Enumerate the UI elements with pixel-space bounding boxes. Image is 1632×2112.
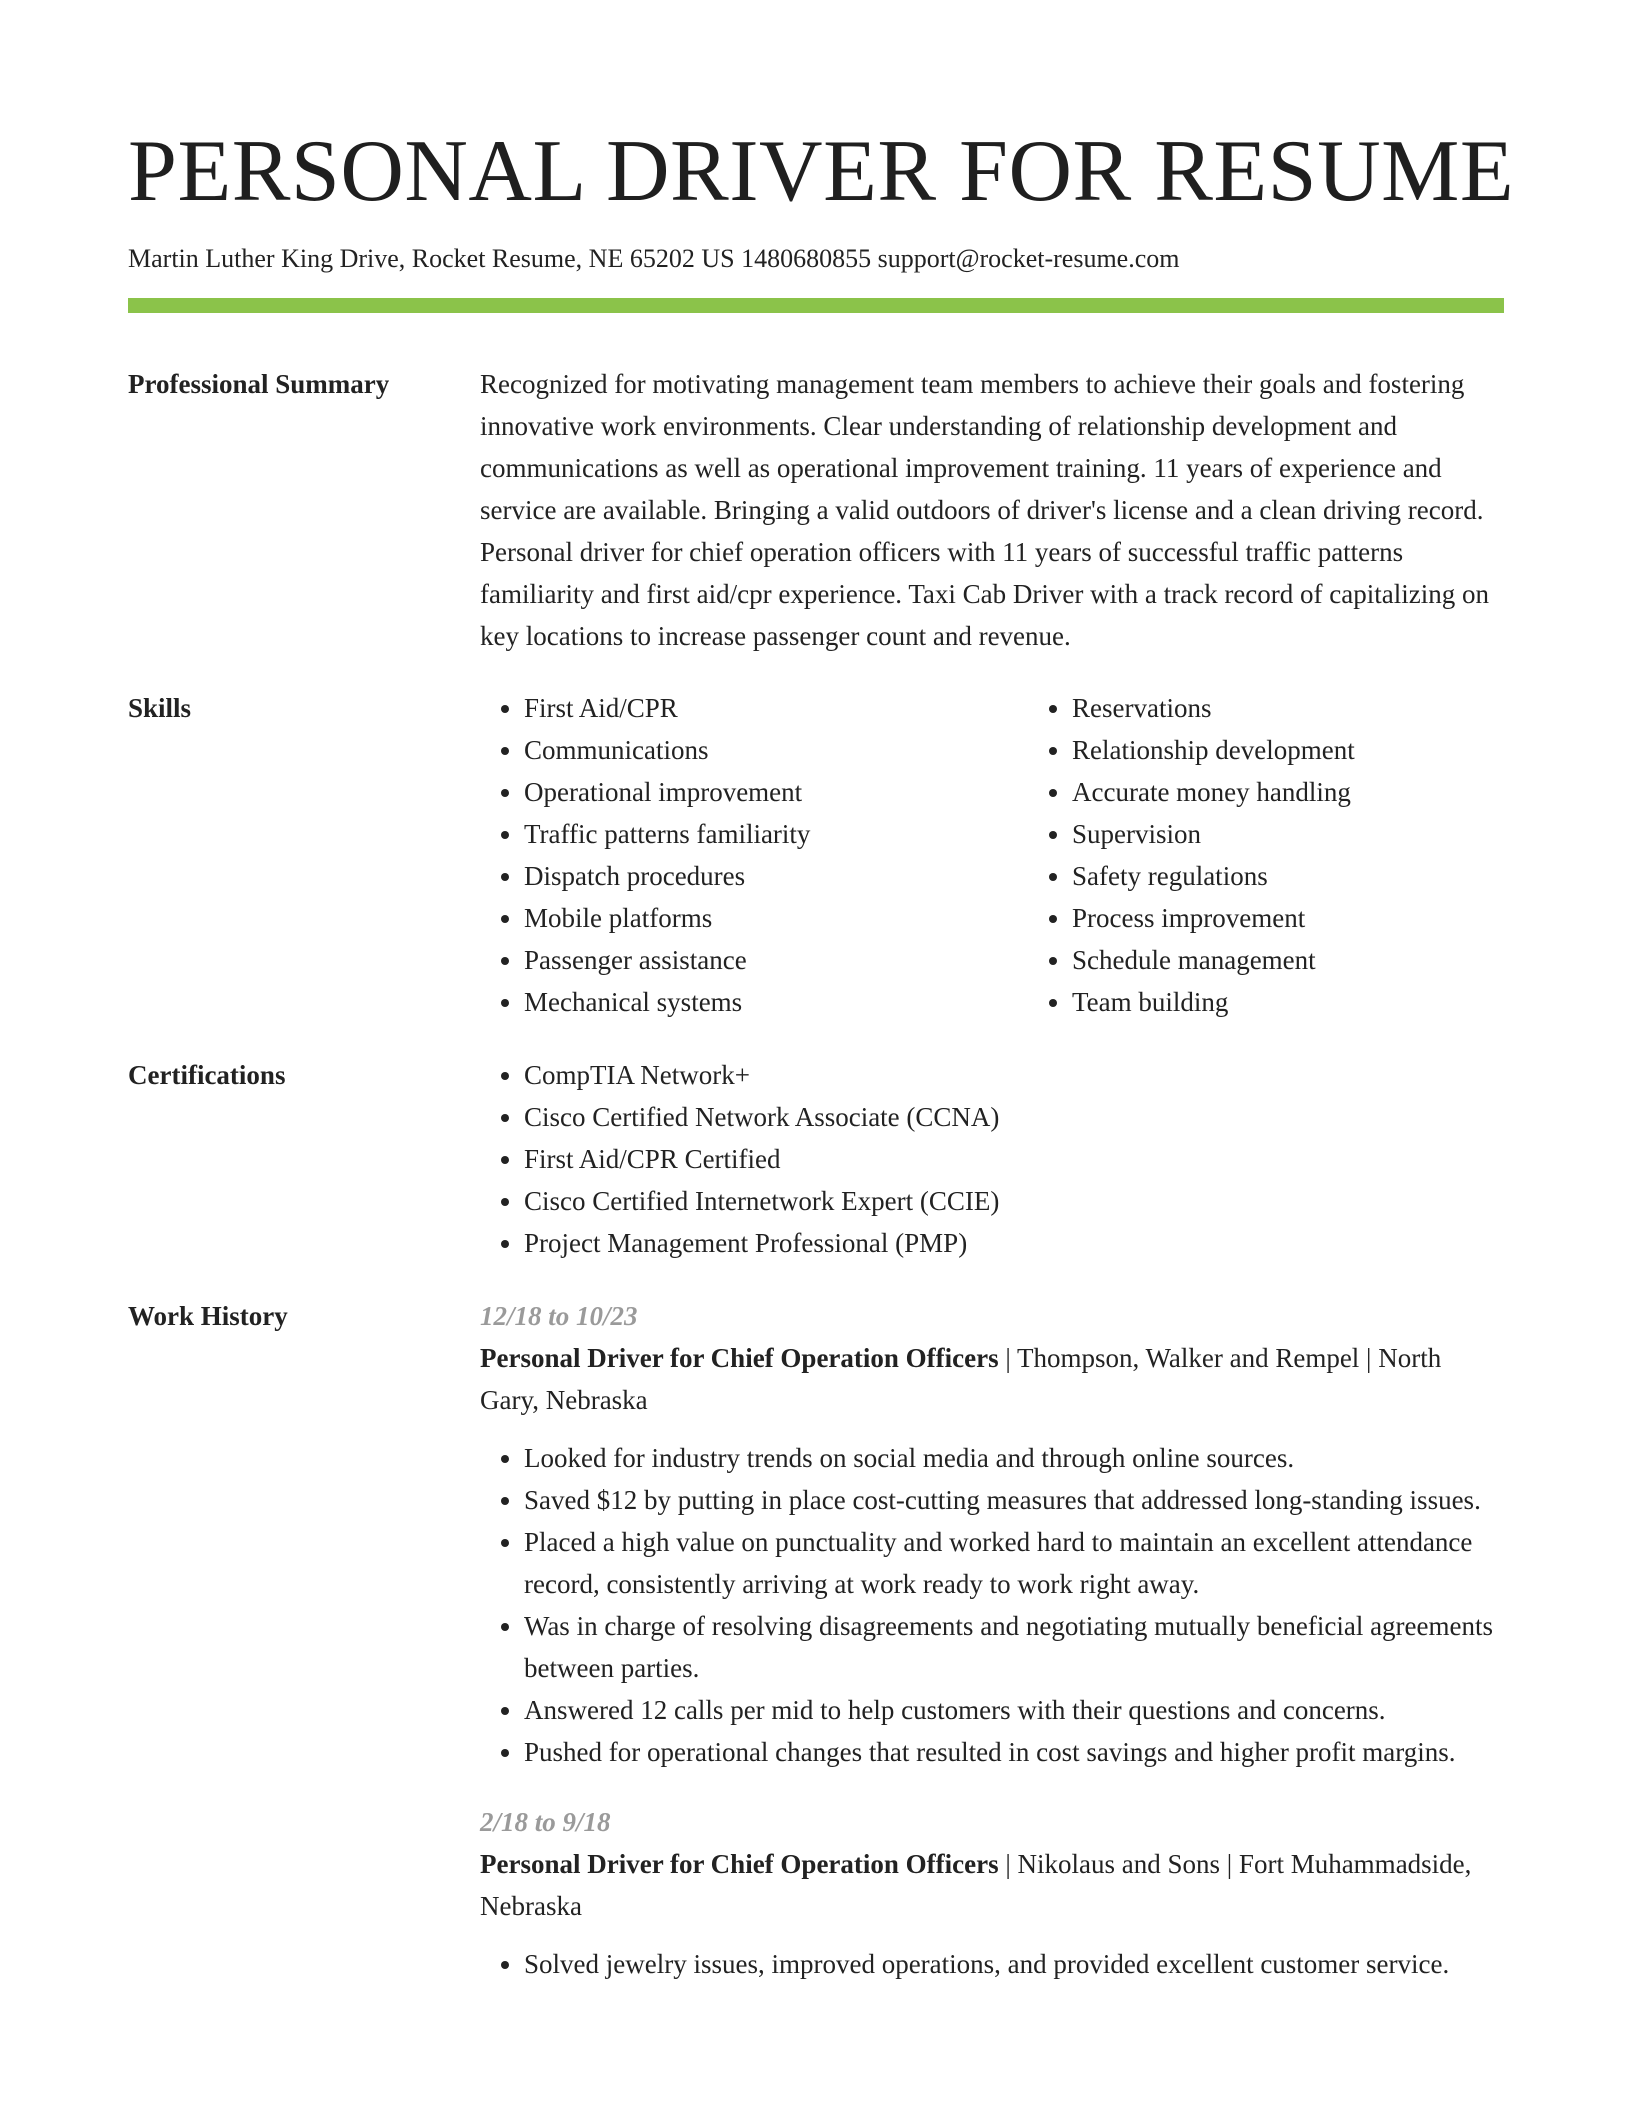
skill-item: • Operational improvement [524,771,1028,813]
certification-item: • Cisco Certified Network Associate (CCNA) [524,1096,1504,1138]
job-title: Personal Driver for Chief Operation Officers [480,1849,999,1879]
job-heading [480,1337,1504,1421]
job-bullet: • Placed a high value on punctuality and worked hard to maintain an excellent attendance record, consistently arriving at work ready to work right away. [524,1521,1504,1605]
skill-item: • Mobile platforms [524,897,1028,939]
skill-item: • Passenger assistance [524,939,1028,981]
skill-item: • Supervision [1072,813,1504,855]
job-bullet: • Pushed for operational changes that resulted in cost savings and higher profit margins. [524,1731,1504,1773]
certification-item: • CompTIA Network+ [524,1054,1504,1096]
job-bullet: • Looked for industry trends on social media and through online sources. [524,1437,1504,1479]
job-entry [480,1801,1504,1985]
job-heading [480,1843,1504,1927]
job-title: Personal Driver for Chief Operation Officers [480,1343,999,1373]
contact-line: Martin Luther King Drive, Rocket Resume, NE 65202 US 1480680855 support@rocket-resume.com [128,244,1180,273]
skills-label: Skills [128,693,192,723]
summary-text: Recognized for motivating management team members to achieve their goals and fostering innovative work environments. Clear understanding of relationship development and communications as well as operational improvement training. 11 years of experience and service are available. Bringing a valid outdoors of driver's license and a clean driving record. Personal driver for chief operation officers with 11 years of successful traffic patterns familiarity and first aid/cpr experience. Taxi Cab Driver with a track record of capitalizing on key locations to increase passenger count and revenue. [480,369,1489,651]
certification-item: • First Aid/CPR Certified [524,1138,1504,1180]
skill-item: • Mechanical systems [524,981,1028,1023]
job-bullet: • Answered 12 calls per mid to help customers with their questions and concerns. [524,1689,1504,1731]
skill-item: • Accurate money handling [1072,771,1504,813]
skill-item: • Dispatch procedures [524,855,1028,897]
summary-label: Professional Summary [128,369,390,399]
skill-item: • Process improvement [1072,897,1504,939]
job-bullets [480,1943,1504,1985]
skill-item: • Traffic patterns familiarity [524,813,1028,855]
accent-divider [128,298,1504,313]
job-entry [480,1295,1504,1773]
job-bullet: • Solved jewelry issues, improved operations, and provided excellent customer service. [524,1943,1504,1985]
job-dates: 2/18 to 9/18 [480,1807,611,1837]
skill-item: • Team building [1072,981,1504,1023]
job-bullet: • Was in charge of resolving disagreements and negotiating mutually beneficial agreements between parties. [524,1605,1504,1689]
job-company: | Thompson, Walker and Rempel | North Gary, Nebraska [480,1343,1442,1415]
job-bullet: • Saved $12 by putting in place cost-cutting measures that addressed long-standing issues. [524,1479,1504,1521]
skill-item: • First Aid/CPR [524,687,1028,729]
certification-item: • Project Management Professional (PMP) [524,1222,1504,1264]
skills-list-left [480,687,1028,1023]
skill-item: • Communications [524,729,1028,771]
certification-item: • Cisco Certified Internetwork Expert (CCIE) [524,1180,1504,1222]
resume-page [128,0,1515,1985]
skills-list-right [1028,687,1504,1023]
certifications-list [480,1054,1504,1264]
job-dates: 12/18 to 10/23 [480,1301,638,1331]
certifications-label: Certifications [128,1060,286,1090]
skill-item: • Reservations [1072,687,1504,729]
skill-item: • Schedule management [1072,939,1504,981]
work-history-label: Work History [128,1301,288,1331]
summary-section [128,363,1504,657]
skill-item: • Relationship development [1072,729,1504,771]
work-history-section [128,1295,1504,1985]
job-company: | Nikolaus and Sons | Fort Muhammadside, Nebraska [480,1849,1472,1921]
resume-title: PERSONAL DRIVER FOR RESUME [128,123,1515,220]
job-bullets [480,1437,1504,1773]
certifications-section [128,1054,1504,1264]
skills-section [128,687,1504,1023]
skill-item: • Safety regulations [1072,855,1504,897]
